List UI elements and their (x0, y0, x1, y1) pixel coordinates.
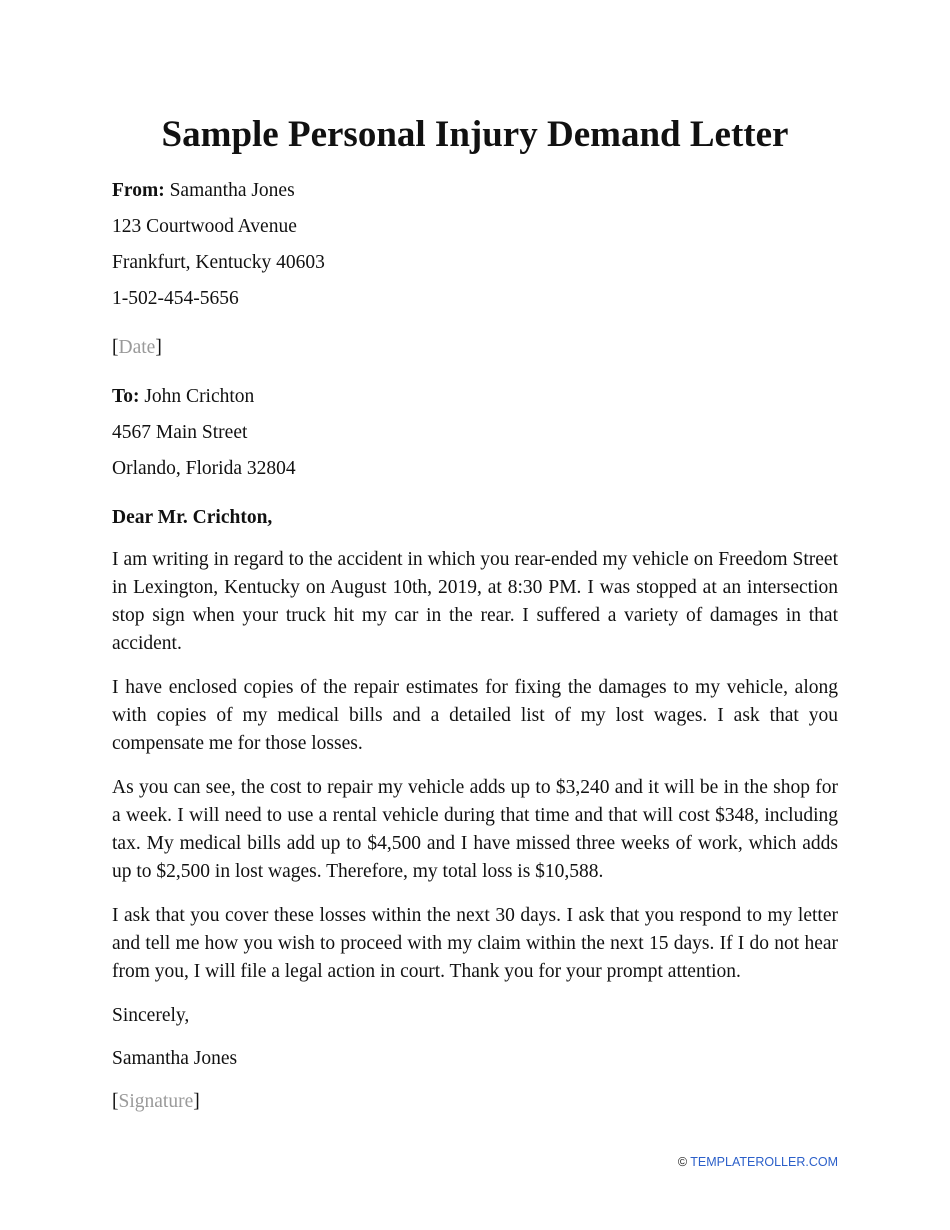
letter-body (112, 177, 838, 1131)
sender-name: Samantha Jones (169, 180, 295, 201)
body-paragraph-4: I ask that you cover these losses within the next 30 days. I ask that you respond to my letter and tell me how you wish to proceed with my claim within the next 15 days. If I do not hear from you, I will file a legal action in court. Thank you for your prompt attention. (112, 905, 838, 982)
to-label: To: (112, 386, 140, 407)
recipient-address-line-2: Orlando, Florida 32804 (112, 458, 296, 479)
from-label: From: (112, 180, 165, 201)
recipient-name-line (112, 383, 838, 411)
sender-address-line-1: 123 Courtwood Avenue (112, 216, 297, 237)
templateroller-link[interactable]: TEMPLATEROLLER.COM (690, 1155, 838, 1169)
sender-name-line (112, 177, 838, 205)
closing: Sincerely, (112, 1005, 190, 1026)
document-title: Sample Personal Injury Demand Letter (161, 114, 789, 155)
sender-block (112, 177, 838, 313)
date-field: [Date] (112, 337, 162, 358)
recipient-block (112, 383, 838, 483)
date-placeholder: Date (118, 337, 156, 358)
copyright-icon: © (677, 1155, 688, 1169)
footer-credit (678, 1155, 838, 1169)
recipient-address-line-1: 4567 Main Street (112, 422, 248, 443)
body-paragraph-3: As you can see, the cost to repair my vehicle adds up to $3,240 and it will be in the shop for a week. I will need to use a rental vehicle during that time and that will cost $348, including tax. My medical bills add up to $4,500 and I have missed three weeks of work, which adds up to $2,500 in lost wages. Therefore, my total loss is $10,588. (112, 777, 838, 882)
signature-placeholder: Signature (118, 1091, 194, 1112)
body-paragraph-2: I have enclosed copies of the repair estimates for fixing the damages to my vehicle, along with copies of my medical bills and a detailed list of my lost wages. I ask that you compensate me for those losses. (112, 677, 838, 754)
sender-phone: 1-502-454-5656 (112, 288, 239, 309)
sender-address-line-2: Frankfurt, Kentucky 40603 (112, 252, 325, 273)
signer-name: Samantha Jones (112, 1048, 238, 1069)
signature-field: [Signature] (112, 1091, 200, 1112)
body-paragraph-1: I am writing in regard to the accident in which you rear-ended my vehicle on Freedom Street in Lexington, Kentucky on August 10th, 2019, at 8:30 PM. I was stopped at an intersection stop sign when your truck hit my car in the rear. I suffered a variety of damages in that accident. (112, 549, 838, 654)
salutation: Dear Mr. Crichton, (112, 507, 273, 528)
recipient-name: John Crichton (144, 386, 255, 407)
